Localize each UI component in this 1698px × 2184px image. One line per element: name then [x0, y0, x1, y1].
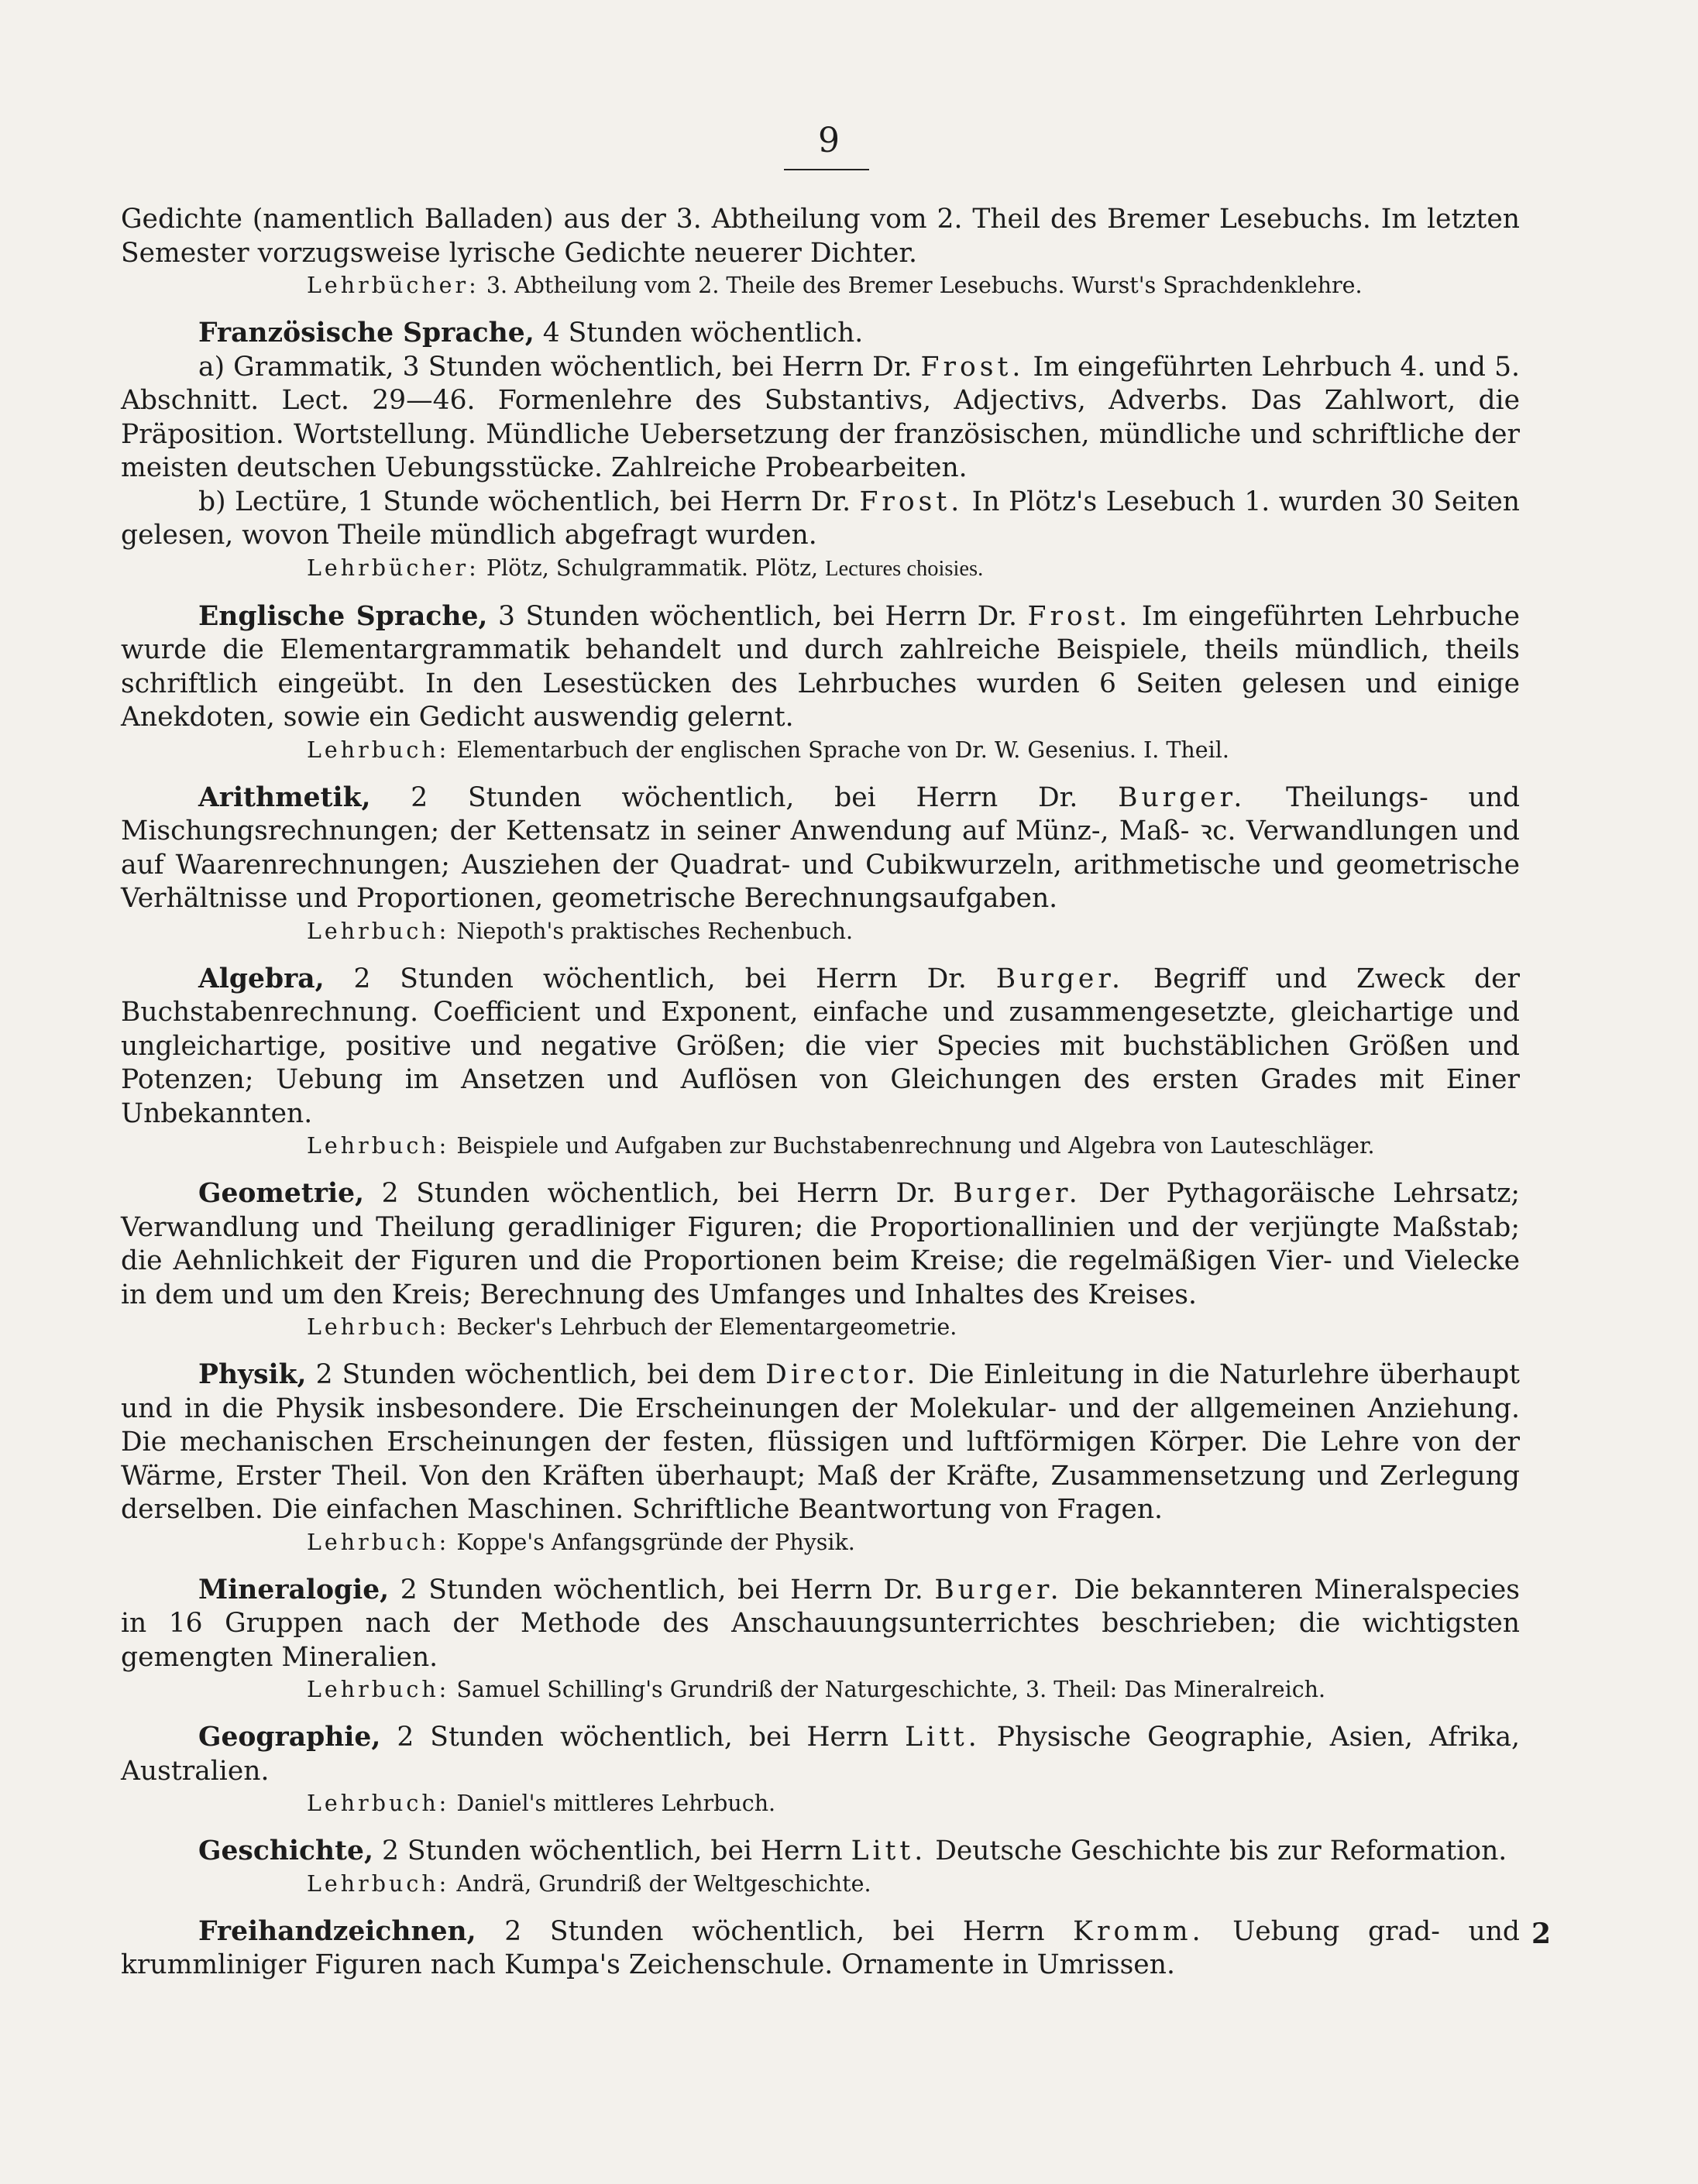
section-geschichte — [121, 1835, 1520, 1869]
textbook-label: Lehrbuch: — [307, 1870, 450, 1897]
teacher-name: Litt. — [851, 1835, 927, 1866]
franzoesisch-textbooks — [121, 555, 1520, 583]
section-text: Theilungs- und Mischungsrechnungen; der Kettensatz in seiner Anwendung auf Münz-, Maß- ꝛc. Verwandlungen und auf Waarenrechnungen; Ausziehen der Quadrat- und Cubikwurzeln, arithmetische und geometrische Verhältnisse und Proportionen, geometrische Berechnungsaufgaben. — [121, 781, 1521, 914]
section-heading: Algebra, — [198, 963, 325, 994]
section-heading: Arithmetik, — [198, 781, 371, 813]
teacher-name: Kromm. — [1073, 1915, 1205, 1947]
section-text: 2 Stunden wöchentlich, bei Herrn — [382, 1835, 843, 1866]
document-body — [121, 203, 1520, 1983]
teacher-name: Frost. — [920, 351, 1025, 383]
section-text: Der Pythagoräische Lehrsatz; Verwandlung und Theilung geradliniger Figuren; die Proportionallinien und der verjüngte Maßstab; die Aehnlichkeit der Figuren und die Proportionen beim Kreise; die regelmäßigen Vier- und Vielecke in dem und um den Kreis; Berechnung des Umfanges und Inhaltes des Kreises. — [121, 1178, 1520, 1310]
teacher-name: Frost. — [1027, 600, 1132, 632]
teacher-name: Director. — [765, 1359, 919, 1390]
section-franzoesisch — [121, 317, 1520, 351]
textbook-label: Lehrbuch: — [307, 737, 450, 763]
physik-textbooks — [121, 1529, 1520, 1557]
franzoesisch-lectuere — [121, 486, 1520, 553]
section-text: Die Einleitung in die Naturlehre überhaupt und in die Physik insbesondere. Die Erscheinungen der Molekular- und der allgemeinen Anziehung. Die mechanischen Erscheinungen der festen, flüssigen und luftförmigen Körper. Die Lehre von der Wärme, Erster Theil. Von den Kräften überhaupt; Maß der Kräfte, Zusammensetzung und Zerlegung derselben. Die einfachen Maschinen. Schriftliche Beantwortung von Fragen. — [121, 1359, 1521, 1525]
section-text: Begriff und Zweck der Buchstabenrechnung. Coefficient und Exponent, einfache und zusammengesetzte, gleichartige und ungleichartige, positive und negative Größen; die vier Species mit buchstäblichen Größen und Potenzen; Uebung im Ansetzen und Auflösen von Gleichungen des ersten Grades mit Einer Unbekannten. — [121, 963, 1521, 1129]
textbook-label: Lehrbuch: — [307, 1314, 450, 1340]
page-number-rule — [784, 169, 869, 170]
section-text: 2 Stunden wöchentlich, bei Herrn Dr. — [381, 1178, 936, 1209]
section-text: 4 Stunden wöchentlich. — [542, 318, 864, 349]
section-text: Deutsche Geschichte bis zur Reformation. — [935, 1835, 1507, 1866]
geschichte-textbooks — [121, 1870, 1520, 1898]
paragraph-text: In Plötz's Lesebuch 1. wurden 30 Seiten gelesen, wovon Theile mündlich abgefragt wurden. — [121, 486, 1521, 551]
teacher-name: Burger. — [934, 1574, 1063, 1605]
textbook-text: Becker's Lehrbuch der Elementargeometrie. — [456, 1314, 957, 1340]
section-mineralogie — [121, 1574, 1520, 1675]
section-text: 2 Stunden wöchentlich, bei dem — [315, 1359, 757, 1390]
textbook-label: Lehrbücher: — [307, 555, 479, 581]
textbook-label: Lehrbuch: — [307, 1529, 450, 1555]
section-text: Physische Geographie, Asien, Afrika, Australien. — [121, 1722, 1520, 1787]
franzoesisch-grammatik — [121, 351, 1520, 486]
textbook-label: Lehrbuch: — [307, 1677, 450, 1702]
paragraph-text: Im eingeführten Lehrbuch 4. und 5. Abschnitt. Lect. 29—46. Formenlehre des Substantivs, Adjectivs, Adverbs. Das Zahlwort, die Präposition. Wortstellung. Mündliche Uebersetzung der französischen, mündliche und schriftliche der meisten deutschen Uebungsstücke. Zahlreiche Probearbeiten. — [121, 351, 1521, 483]
teacher-name: Burger. — [953, 1178, 1081, 1209]
section-text: 3 Stunden wöchentlich, bei Herrn Dr. — [498, 600, 1017, 632]
geographie-textbooks — [121, 1790, 1520, 1818]
textbook-text: Daniel's mittleres Lehrbuch. — [456, 1791, 776, 1816]
section-text: Im eingeführten Lehrbuche wurde die Elementargrammatik behandelt und durch zahlreiche Beispiele, theils mündlich, theils schriftlich eingeübt. In den Lesestücken des Lehrbuches wurden 6 Seiten gelesen und einige Anekdoten, sowie ein Gedicht auswendig gelernt. — [121, 600, 1521, 733]
page-number: 9 — [818, 121, 840, 160]
intro-textbooks — [121, 272, 1520, 300]
section-heading: Geschichte, — [198, 1835, 374, 1866]
teacher-name: Frost. — [859, 486, 964, 517]
section-heading: Englische Sprache, — [198, 600, 488, 632]
section-freihandzeichnen — [121, 1915, 1520, 1983]
section-heading: Geographie, — [198, 1722, 381, 1753]
section-algebra — [121, 963, 1520, 1131]
teacher-name: Litt. — [905, 1722, 981, 1753]
textbook-label: Lehrbuch: — [307, 1791, 450, 1816]
section-text: 2 Stunden wöchentlich, bei Herrn Dr. — [400, 1574, 923, 1605]
section-heading: Mineralogie, — [198, 1574, 390, 1605]
arithmetik-textbooks — [121, 918, 1520, 946]
mineralogie-textbooks — [121, 1676, 1520, 1704]
section-heading: Freihandzeichnen, — [198, 1915, 476, 1947]
textbook-label: Lehrbücher: — [307, 273, 479, 298]
section-text: 2 Stunden wöchentlich, bei Herrn — [397, 1722, 889, 1753]
geometrie-textbooks — [121, 1313, 1520, 1341]
signature-mark: 2 — [1531, 1918, 1551, 1950]
section-text: 2 Stunden wöchentlich, bei Herrn Dr. — [411, 781, 1078, 813]
section-geometrie — [121, 1177, 1520, 1312]
teacher-name: Burger. — [995, 963, 1125, 994]
section-text: Die bekannteren Mineralspecies in 16 Gruppen nach der Methode des Anschauungsunterrichtes beschrieben; die wichtigsten gemengten Mineralien. — [121, 1574, 1520, 1673]
textbook-label: Lehrbuch: — [307, 918, 450, 944]
textbook-text: Koppe's Anfangsgründe der Physik. — [456, 1529, 855, 1555]
textbook-text: 3. Abtheilung vom 2. Theile des Bremer Lesebuchs. Wurst's Sprachdenklehre. — [486, 273, 1363, 298]
textbook-text: Elementarbuch der englischen Sprache von Dr. W. Gesenius. I. Theil. — [456, 737, 1229, 763]
textbook-label: Lehrbuch: — [307, 1133, 450, 1159]
section-text: 2 Stunden wöchentlich, bei Herrn — [504, 1915, 1045, 1947]
section-text: Uebung grad- und krummliniger Figuren nach Kumpa's Zeichenschule. Ornamente in Umrissen. — [121, 1915, 1520, 1980]
teacher-name: Burger. — [1118, 781, 1246, 813]
paragraph-text: a) Grammatik, 3 Stunden wöchentlich, bei Herrn Dr. — [198, 351, 913, 383]
textbook-text: Plötz, Schulgrammatik. Plötz, — [486, 555, 819, 581]
section-physik — [121, 1358, 1520, 1527]
section-arithmetik — [121, 781, 1520, 916]
section-heading: Physik, — [198, 1359, 307, 1390]
textbook-text: Niepoth's praktisches Rechenbuch. — [456, 918, 854, 944]
section-geographie — [121, 1721, 1520, 1788]
textbook-text: Samuel Schilling's Grundriß der Naturgeschichte, 3. Theil: Das Mineralreich. — [456, 1677, 1326, 1702]
section-text: 2 Stunden wöchentlich, bei Herrn Dr. — [353, 963, 967, 994]
textbook-text: Andrä, Grundriß der Weltgeschichte. — [456, 1870, 871, 1897]
intro-paragraph: Gedichte (namentlich Balladen) aus der 3. Abtheilung vom 2. Theil des Bremer Lesebuchs. Im letzten Semester vorzugsweise lyrische Gedichte neuerer Dichter. — [121, 204, 1520, 269]
section-heading: Französische Sprache, — [198, 318, 534, 349]
textbook-text: Lectures choisies. — [825, 556, 984, 581]
englisch-textbooks — [121, 737, 1520, 764]
section-heading: Geometrie, — [198, 1178, 365, 1209]
paragraph-text: b) Lectüre, 1 Stunde wöchentlich, bei Herrn Dr. — [198, 486, 851, 517]
textbook-text: Beispiele und Aufgaben zur Buchstabenrechnung und Algebra von Lauteschläger. — [456, 1133, 1375, 1159]
algebra-textbooks — [121, 1132, 1520, 1160]
section-englisch — [121, 600, 1520, 735]
